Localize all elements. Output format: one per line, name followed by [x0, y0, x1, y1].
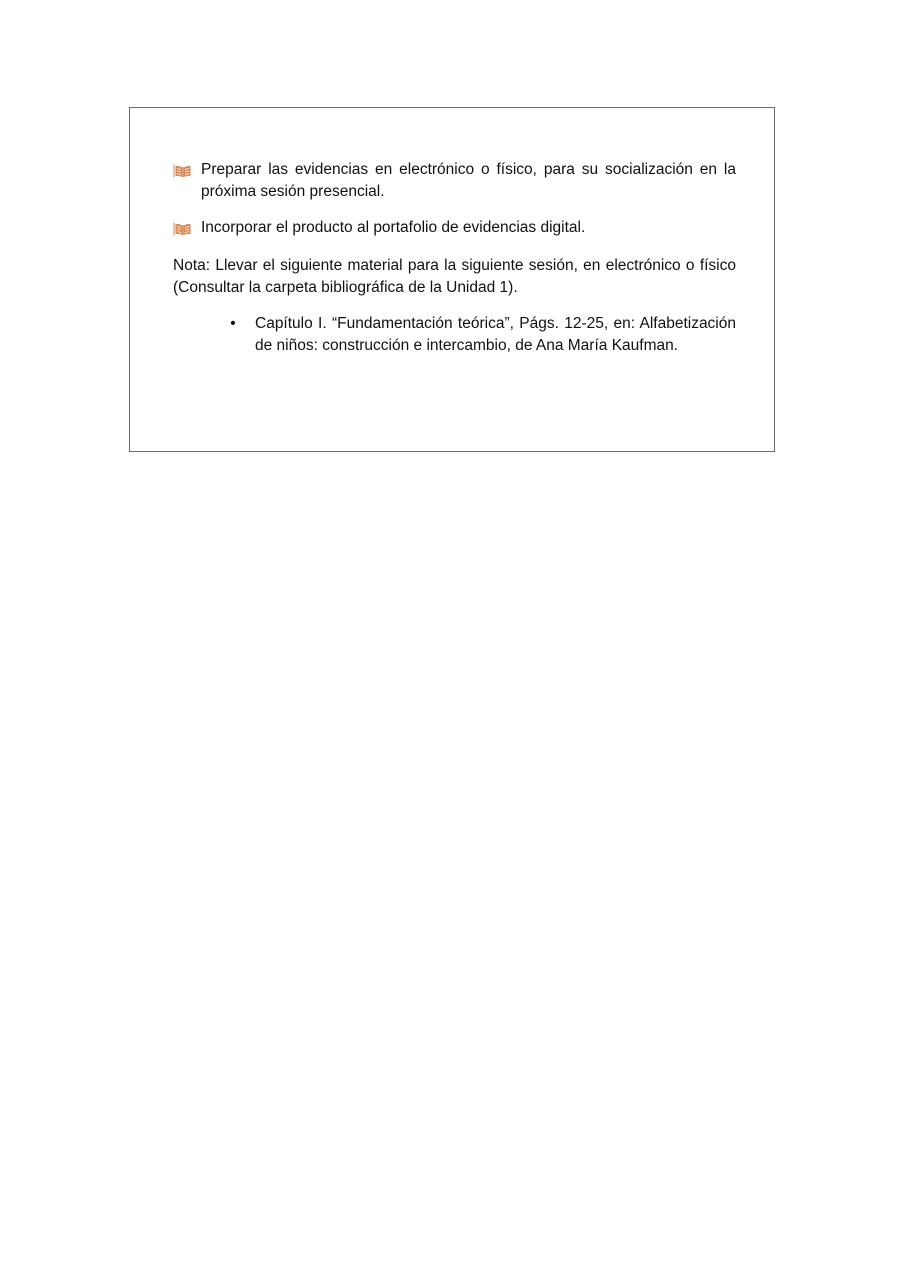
task-text: Incorporar el producto al portafolio de evidencias digital.	[201, 219, 586, 236]
reference-item	[230, 313, 736, 357]
activity-box	[129, 107, 775, 452]
reference-list	[173, 313, 736, 357]
reference-text: Capítulo I. “Fundamentación teórica”, Págs. 12-25, en: Alfabetización de niños: construcción e intercambio, de Ana María Kaufman.	[255, 314, 736, 354]
book-icon	[173, 221, 193, 235]
task-item	[173, 217, 736, 239]
bullet-icon: •	[230, 314, 236, 332]
task-text: Preparar las evidencias en electrónico o físico, para su socialización en la próxima sesión presencial.	[201, 161, 736, 200]
note-paragraph: Nota: Llevar el siguiente material para la siguiente sesión, en electrónico o físico (Consultar la carpeta bibliográfica de la Unidad 1).	[173, 256, 736, 296]
activity-content	[173, 159, 736, 357]
book-icon	[173, 163, 193, 177]
task-item	[173, 159, 736, 203]
